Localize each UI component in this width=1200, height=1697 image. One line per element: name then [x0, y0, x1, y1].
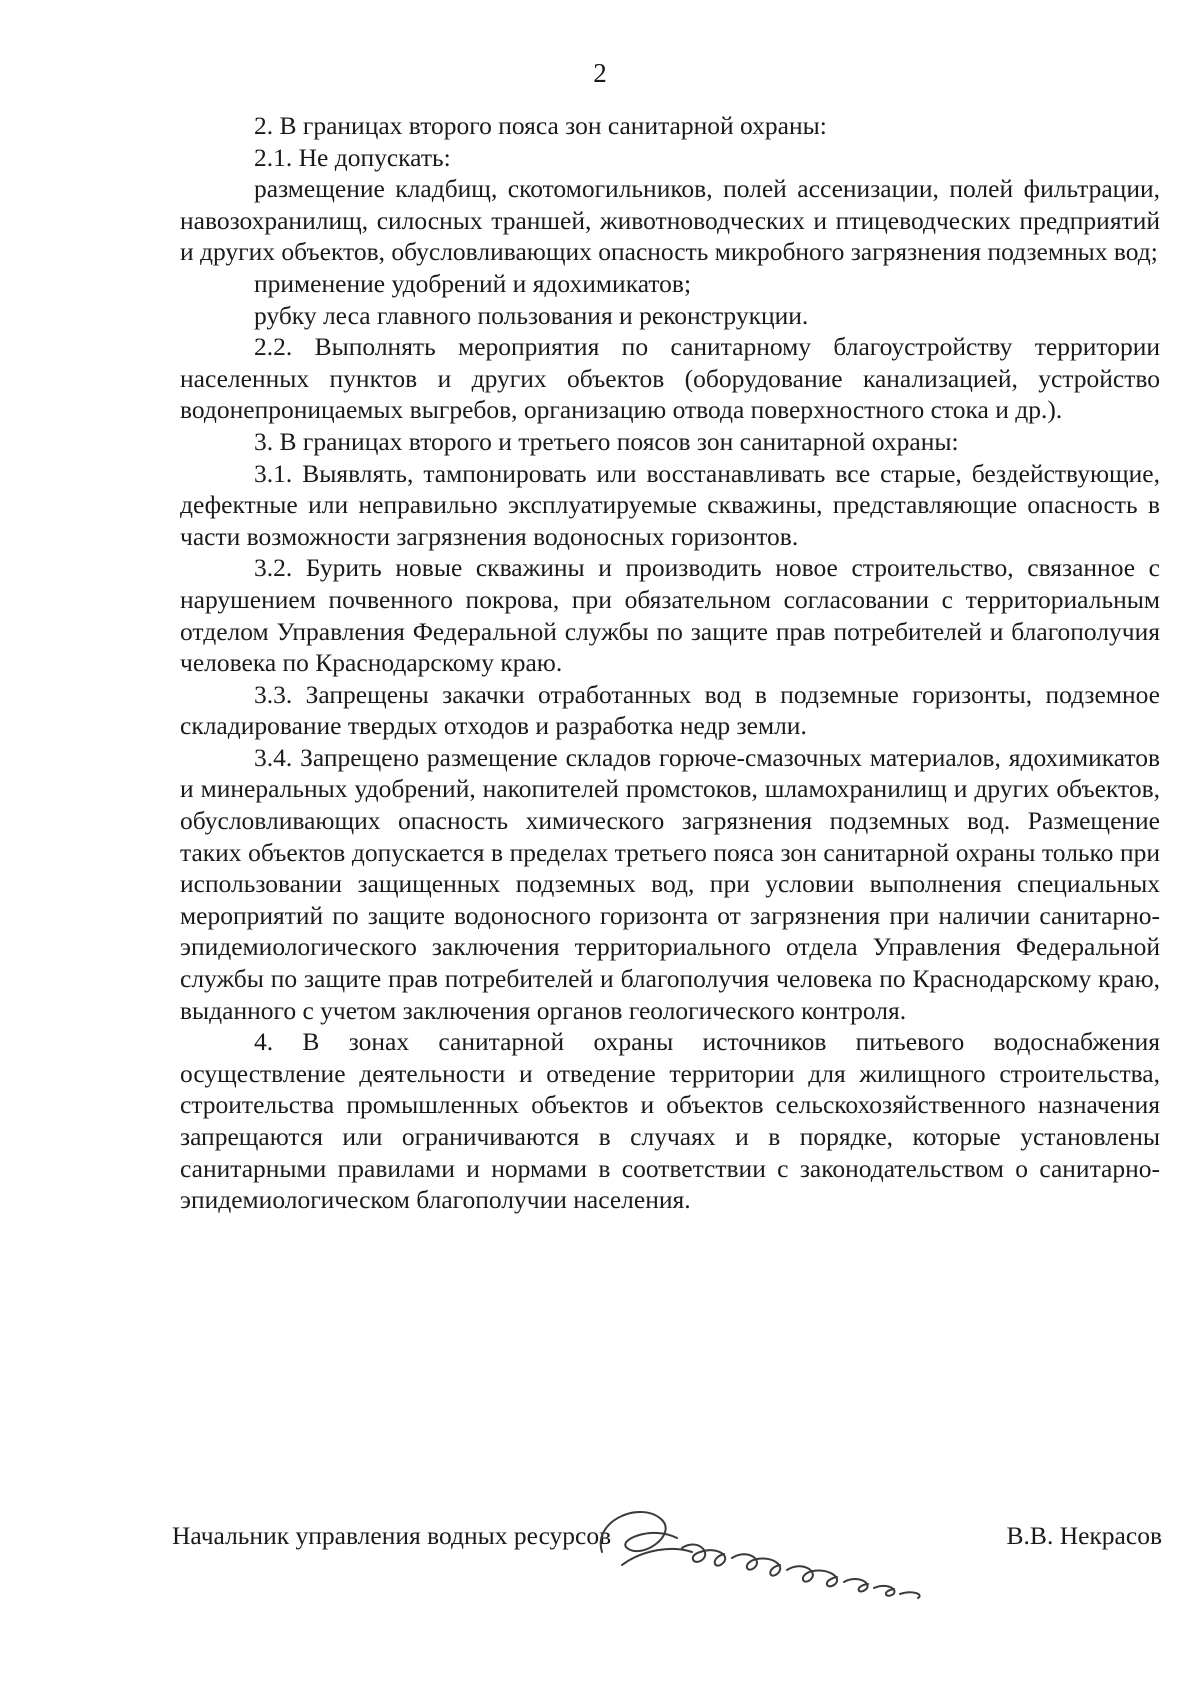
- handwritten-signature: [582, 1490, 1002, 1600]
- document-body: [180, 110, 1160, 1216]
- signature-block: [172, 1515, 1162, 1565]
- paragraph-3-1: 3.1. Выявлять, тампонировать или восстанавливать все старые, бездействующие, дефектные или неправильно эксплуатируемые скважины, представляющие опасность в части возможности загрязнения водоносных горизонтов.: [180, 458, 1160, 551]
- signer-title: Начальник управления водных ресурсов: [172, 1521, 612, 1550]
- paragraph-3-2: 3.2. Бурить новые скважины и производить новое строительство, связанное с нарушением почвенного покрова, при обязательном согласовании с территориальным отделом Управления Федеральной службы по защите прав потребителей и благополучия человека по Краснодарскому краю.: [180, 553, 1160, 678]
- paragraph-4: 4. В зонах санитарной охраны источников питьевого водоснабжения осуществление деятельности и отведение территории для жилищного строительства, строительства промышленных объектов и объектов сельскохозяйственного назначения запрещаются или ограничиваются в случаях и в порядке, которые установлены санитарными правилами и нормами в соответствии с законодательством о санитарно-эпидемиологическом благополучии населения.: [180, 1027, 1160, 1215]
- paragraph-2-1: 2.1. Не допускать:: [254, 142, 451, 172]
- paragraph-3: 3. В границах второго и третьего поясов зон санитарной охраны:: [254, 426, 959, 456]
- paragraph-3-4: 3.4. Запрещено размещение складов горюче-смазочных материалов, ядохимикатов и минеральных удобрений, накопителей промстоков, шламохранилищ и других объектов, обусловливающих опасность химического загрязнения подземных вод. Размещение таких объектов допускается в пределах третьего пояса зон санитарной охраны только при использовании защищенных подземных вод, при условии выполнения специальных мероприятий по защите водоносного горизонта от загрязнения при наличии санитарно-эпидемиологического заключения территориального отдела Управления Федеральной службы по защите прав потребителей и благополучия человека по Краснодарскому краю, выданного с учетом заключения органов геологического контроля.: [180, 742, 1160, 1025]
- signer-name: В.В. Некрасов: [1006, 1521, 1162, 1550]
- paragraph-3-3: 3.3. Запрещены закачки отработанных вод в подземные горизонты, подземное складирование твердых отходов и разработка недр земли.: [180, 679, 1160, 741]
- paragraph-2-1-item-1: размещение кладбищ, скотомогильников, полей ассенизации, полей фильтрации, навозохранилищ, силосных траншей, животноводческих и птицеводческих предприятий и других объектов, обусловливающих опасность микробного загрязнения подземных вод;: [180, 174, 1160, 267]
- paragraph-2-1-item-2: применение удобрений и ядохимикатов;: [254, 268, 692, 298]
- page-number: 2: [593, 58, 607, 88]
- paragraph-2: 2. В границах второго пояса зон санитарной охраны:: [254, 111, 827, 140]
- paragraph-2-2: 2.2. Выполнять мероприятия по санитарному благоустройству территории населенных пунктов и других объектов (оборудование канализацией, устройство водонепроницаемых выгребов, организацию отвода поверхностного стока и др.).: [180, 332, 1160, 425]
- paragraph-2-1-item-3: рубку леса главного пользования и реконструкции.: [254, 300, 809, 330]
